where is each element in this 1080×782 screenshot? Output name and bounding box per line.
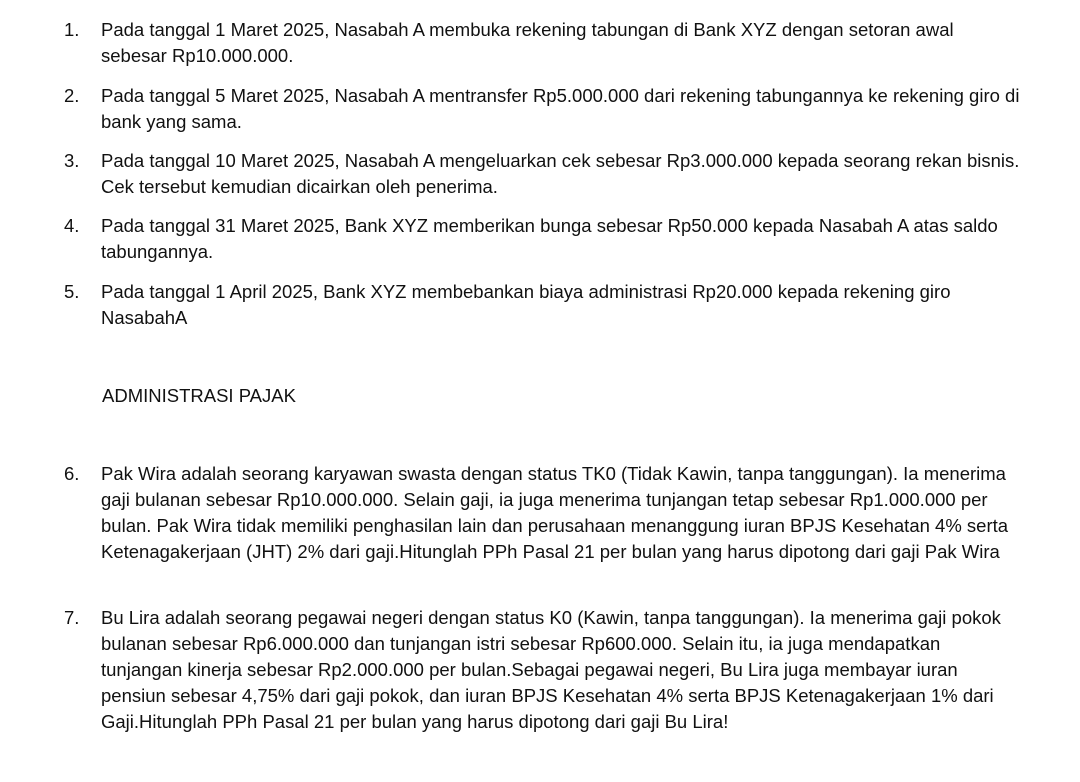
item-text: Pak Wira adalah seorang karyawan swasta dengan status TK0 (Tidak Kawin, tanpa tanggungan). Ia menerima gaji bulanan sebesar Rp10.000.000. Selain gaji, ia juga menerima tunjangan tetap sebesar Rp1.000.000 per bulan. Pak Wira tidak memiliki penghasilan lain dan perusahaan menanggung iuran BPJS Kesehatan 4% serta Ketenagakerjaan (JHT) 2% dari gaji.Hitunglah PPh Pasal 21 per bulan yang harus dipotong dari gaji Pak Wira: [101, 463, 1009, 562]
item-text: Pada tanggal 5 Maret 2025, Nasabah A mentransfer Rp5.000.000 dari rekening tabungannya ke rekening giro di bank yang sama.: [101, 85, 1020, 132]
list-item: [64, 605, 1024, 735]
list-item: [64, 213, 1024, 265]
item-number: 1.: [64, 19, 80, 40]
list-item: [64, 279, 1024, 331]
item-number: 2.: [64, 85, 80, 106]
section-heading: ADMINISTRASI PAJAK: [102, 385, 296, 406]
list-item: [64, 83, 1024, 135]
item-text: Pada tanggal 10 Maret 2025, Nasabah A mengeluarkan cek sebesar Rp3.000.000 kepada seorang rekan bisnis. Cek tersebut kemudian dicairkan oleh penerima.: [101, 150, 1020, 197]
item-number: 3.: [64, 150, 80, 171]
item-number: 6.: [64, 463, 80, 484]
item-text: Pada tanggal 31 Maret 2025, Bank XYZ memberikan bunga sebesar Rp50.000 kepada Nasabah A atas saldo tabungannya.: [101, 215, 998, 262]
list-item: [64, 461, 1024, 565]
item-text: Pada tanggal 1 Maret 2025, Nasabah A membuka rekening tabungan di Bank XYZ dengan setoran awal sebesar Rp10.000.000.: [101, 19, 954, 66]
item-text: Pada tanggal 1 April 2025, Bank XYZ membebankan biaya administrasi Rp20.000 kepada rekening giro NasabahA: [101, 281, 951, 328]
item-number: 5.: [64, 281, 80, 302]
item-number: 4.: [64, 215, 80, 236]
list-item: [64, 17, 1024, 69]
list-item: [64, 148, 1024, 200]
item-text: Bu Lira adalah seorang pegawai negeri dengan status K0 (Kawin, tanpa tanggungan). Ia menerima gaji pokok bulanan sebesar Rp6.000.000 dan tunjangan istri sebesar Rp600.000. Selain itu, ia juga mendapatkan tunjangan kinerja sebesar Rp2.000.000 per bulan.Sebagai pegawai negeri, Bu Lira juga membayar iuran pensiun sebesar 4,75% dari gaji pokok, dan iuran BPJS Kesehatan 4% serta BPJS Ketenagakerjaan 1% dari Gaji.Hitunglah PPh Pasal 21 per bulan yang harus dipotong dari gaji Bu Lira!: [101, 607, 1001, 732]
item-number: 7.: [64, 607, 80, 628]
